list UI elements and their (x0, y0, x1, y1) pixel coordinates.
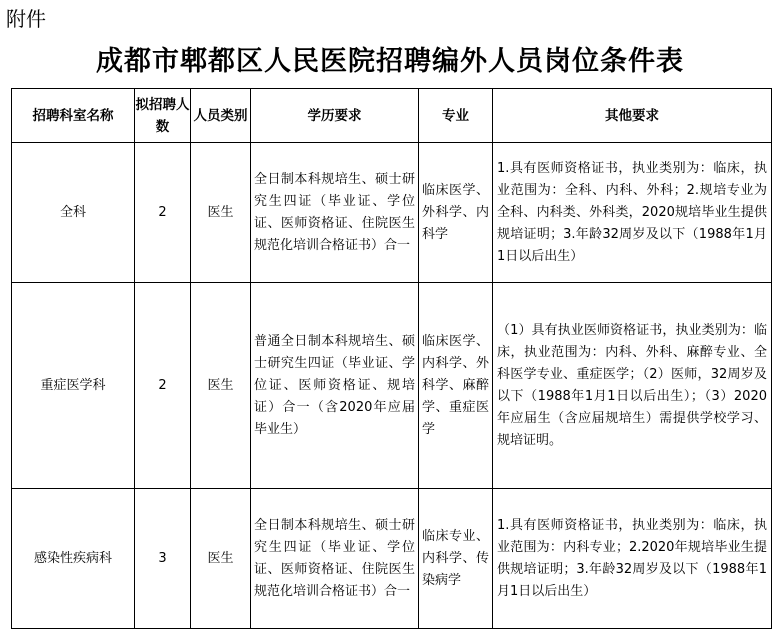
page-title: 成都市郫都区人民医院招聘编外人员岗位条件表 (96, 46, 684, 77)
cell-education: 全日制本科规培生、硕士研究生四证（毕业证、学位证、医师资格证、住院医生规范化培训合格证书）合一 (251, 489, 419, 629)
header-dept: 招聘科室名称 (12, 89, 135, 143)
cell-dept: 全科 (12, 143, 135, 283)
cell-education: 全日制本科规培生、硕士研究生四证（毕业证、学位证、医师资格证、住院医生规范化培训合格证书）合一 (251, 143, 419, 283)
cell-type: 医生 (191, 489, 251, 629)
table-header-row (12, 89, 772, 143)
header-major: 专业 (419, 89, 493, 143)
table-row (12, 283, 772, 489)
cell-major: 临床医学、外科学、内科学 (419, 143, 493, 283)
cell-major: 临床医学、内科学、外科学、麻醉学、重症医学 (419, 283, 493, 489)
attachment-label: 附件 (6, 7, 46, 31)
header-count: 拟招聘人数 (135, 89, 191, 143)
header-education: 学历要求 (251, 89, 419, 143)
cell-major: 临床专业、内科学、传染病学 (419, 489, 493, 629)
cell-other: 1.具有医师资格证书，执业类别为：临床，执业范围为：全科、内科、外科；2.规培专业为全科、内科类、外科类，2020规培毕业生提供规培证明；3.年龄32周岁及以下（1988年1月1日以后出生） (493, 143, 772, 283)
cell-dept: 重症医学科 (12, 283, 135, 489)
cell-count: 3 (135, 489, 191, 629)
table-row (12, 489, 772, 629)
cell-type: 医生 (191, 143, 251, 283)
cell-dept: 感染性疾病科 (12, 489, 135, 629)
table-row (12, 143, 772, 283)
cell-count: 2 (135, 283, 191, 489)
cell-count: 2 (135, 143, 191, 283)
cell-other: （1）具有执业医师资格证书，执业类别为：临床，执业范围为：内科、外科、麻醉专业、全科医学专业、重症医学；（2）医师，32周岁及以下（1988年1月1日以后出生）；（3）2020年应届生（含应届规培生）需提供学校学习、规培证明。 (493, 283, 772, 489)
header-type: 人员类别 (191, 89, 251, 143)
cell-education: 普通全日制本科规培生、硕士研究生四证（毕业证、学位证、医师资格证、规培证）合一（含2020年应届毕业生） (251, 283, 419, 489)
cell-other: 1.具有医师资格证书，执业类别为：临床，执业范围为：内科专业；2.2020年规培毕业生提供规培证明；3.年龄32周岁及以下（1988年1月1日以后出生） (493, 489, 772, 629)
cell-type: 医生 (191, 283, 251, 489)
header-other: 其他要求 (493, 89, 772, 143)
position-conditions-table (11, 88, 772, 629)
